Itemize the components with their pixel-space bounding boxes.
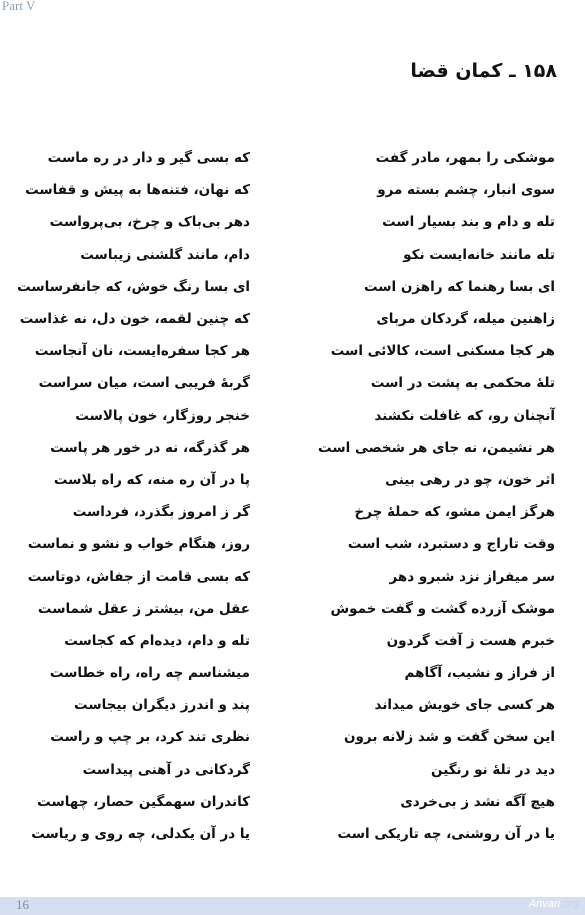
second-hemistich: کاندران سهمگین حصار، چهاست [37,793,250,810]
second-hemistich: تله و دام، دیده‌ام که کجاست [64,632,250,649]
verse-row [28,721,555,753]
first-hemistich: آنچنان رو، که غافلت نکشند [374,407,555,424]
second-hemistich: یا در آن یکدلی، چه روی و ریاست [31,826,250,843]
verse-row [28,496,555,528]
second-hemistich: نظری تند کرد، بر چپ و راست [50,729,250,746]
first-hemistich: زاهنین میله، گردکان مربای [376,311,555,328]
logo-main: Anvari [528,898,561,910]
poem-title: ۱۵۸ ـ کمان قضا [410,60,557,82]
verse-row [28,689,555,721]
first-hemistich: تلهٔ محکمی به پشت در است [370,375,555,392]
second-hemistich: که بسی قامت از جفاش، دوتاست [27,568,250,585]
verse-row [17,271,555,303]
verse-row [25,174,555,206]
second-hemistich: که چنین لقمه، خون دل، نه غذاست [19,311,250,328]
first-hemistich: یا در آن روشنی، چه تاریکی است [337,826,555,843]
second-hemistich: دام، مانند گلشنی زیباست [80,246,250,263]
logo-suffix: .org [560,898,579,910]
verse-row [28,432,555,464]
first-hemistich: موشکی را بمهر، مادر گفت [375,150,555,167]
verse-row [28,400,555,432]
first-hemistich: سر میفراز نزد شبرو دهر [389,568,555,585]
first-hemistich: هیچ آگه نشد ز بی‌خردی [400,793,555,810]
first-hemistich: هر کجا مسکنی است، کالائی است [330,343,555,360]
verse-row [28,786,555,818]
second-hemistich: هر گذرگه، نه در خور هر پاست [50,439,250,456]
verse-row [28,754,555,786]
verse-row [28,528,555,560]
second-hemistich: دهر بی‌باک و چرخ، بی‌پرواست [49,214,250,231]
page-footer [0,897,585,915]
verse-row [28,367,555,399]
first-hemistich: تله مانند خانه‌ایست نکو [403,246,555,263]
first-hemistich: از فراز و نشیب، آگاهم [404,665,555,682]
first-hemistich: هرگز ایمن مشو، که حملهٔ چرخ [354,504,555,521]
verse-row [28,593,555,625]
second-hemistich: که نهان، فتنه‌ها به پیش و قفاست [25,182,250,199]
second-hemistich: عقل من، بیشتر ز عقل شماست [37,600,250,617]
verse-row [28,206,555,238]
second-hemistich: که بسی گیر و دار در ره ماست [47,150,250,167]
part-label: Part V [2,0,36,13]
verse-row [28,239,555,271]
first-hemistich: اثر خون، چو در رهی بینی [385,471,555,488]
verse-row [28,657,555,689]
verse-row [28,625,555,657]
first-hemistich: موشک آزرده گشت و گفت خموش [330,600,555,617]
page-number: 16 [16,897,29,912]
second-hemistich: پند و اندرز دیگران بیجاست [74,697,250,714]
second-hemistich: میشناسم چه راه، راه خطاست [49,665,250,682]
poem-body [17,142,555,850]
second-hemistich: گربهٔ فریبی است، میان سراست [38,375,250,392]
first-hemistich: این سخن گفت و شد زلانه برون [344,729,555,746]
second-hemistich: روز، هنگام خواب و نشو و نماست [27,536,250,553]
verse-row [28,335,555,367]
verse-row [28,818,555,850]
second-hemistich: خنجر روزگار، خون پالاست [75,407,250,424]
first-hemistich: تله و دام و بند بسیار است [382,214,555,231]
first-hemistich: ای بسا رهنما که راهزن است [363,278,555,295]
first-hemistich: دید در تلهٔ نو رنگین [431,761,555,778]
second-hemistich: ای بسا رنگ خوش، که جانفرساست [17,278,250,295]
second-hemistich: گر ز امروز بگذرد، فرداست [72,504,250,521]
second-hemistich: هر کجا سفره‌ایست، نان آنجاست [34,343,250,360]
verse-row [28,464,555,496]
second-hemistich: گردکانی در آهنی پیداست [82,761,250,778]
first-hemistich: هر کسی جای خویش میداند [374,697,555,714]
first-hemistich: هر نشیمن، نه جای هر شخصی است [318,439,555,456]
verse-row [28,560,555,592]
site-logo[interactable] [529,898,579,910]
first-hemistich: خبرم هست ز آفت گردون [386,632,555,649]
first-hemistich: وقت تاراج و دستبرد، شب است [347,536,555,553]
first-hemistich: سوی انبار، چشم بسته مرو [377,182,555,199]
verse-row [19,303,555,335]
verse-row [28,142,555,174]
second-hemistich: پا در آن ره منه، که راه بلاست [53,471,250,488]
